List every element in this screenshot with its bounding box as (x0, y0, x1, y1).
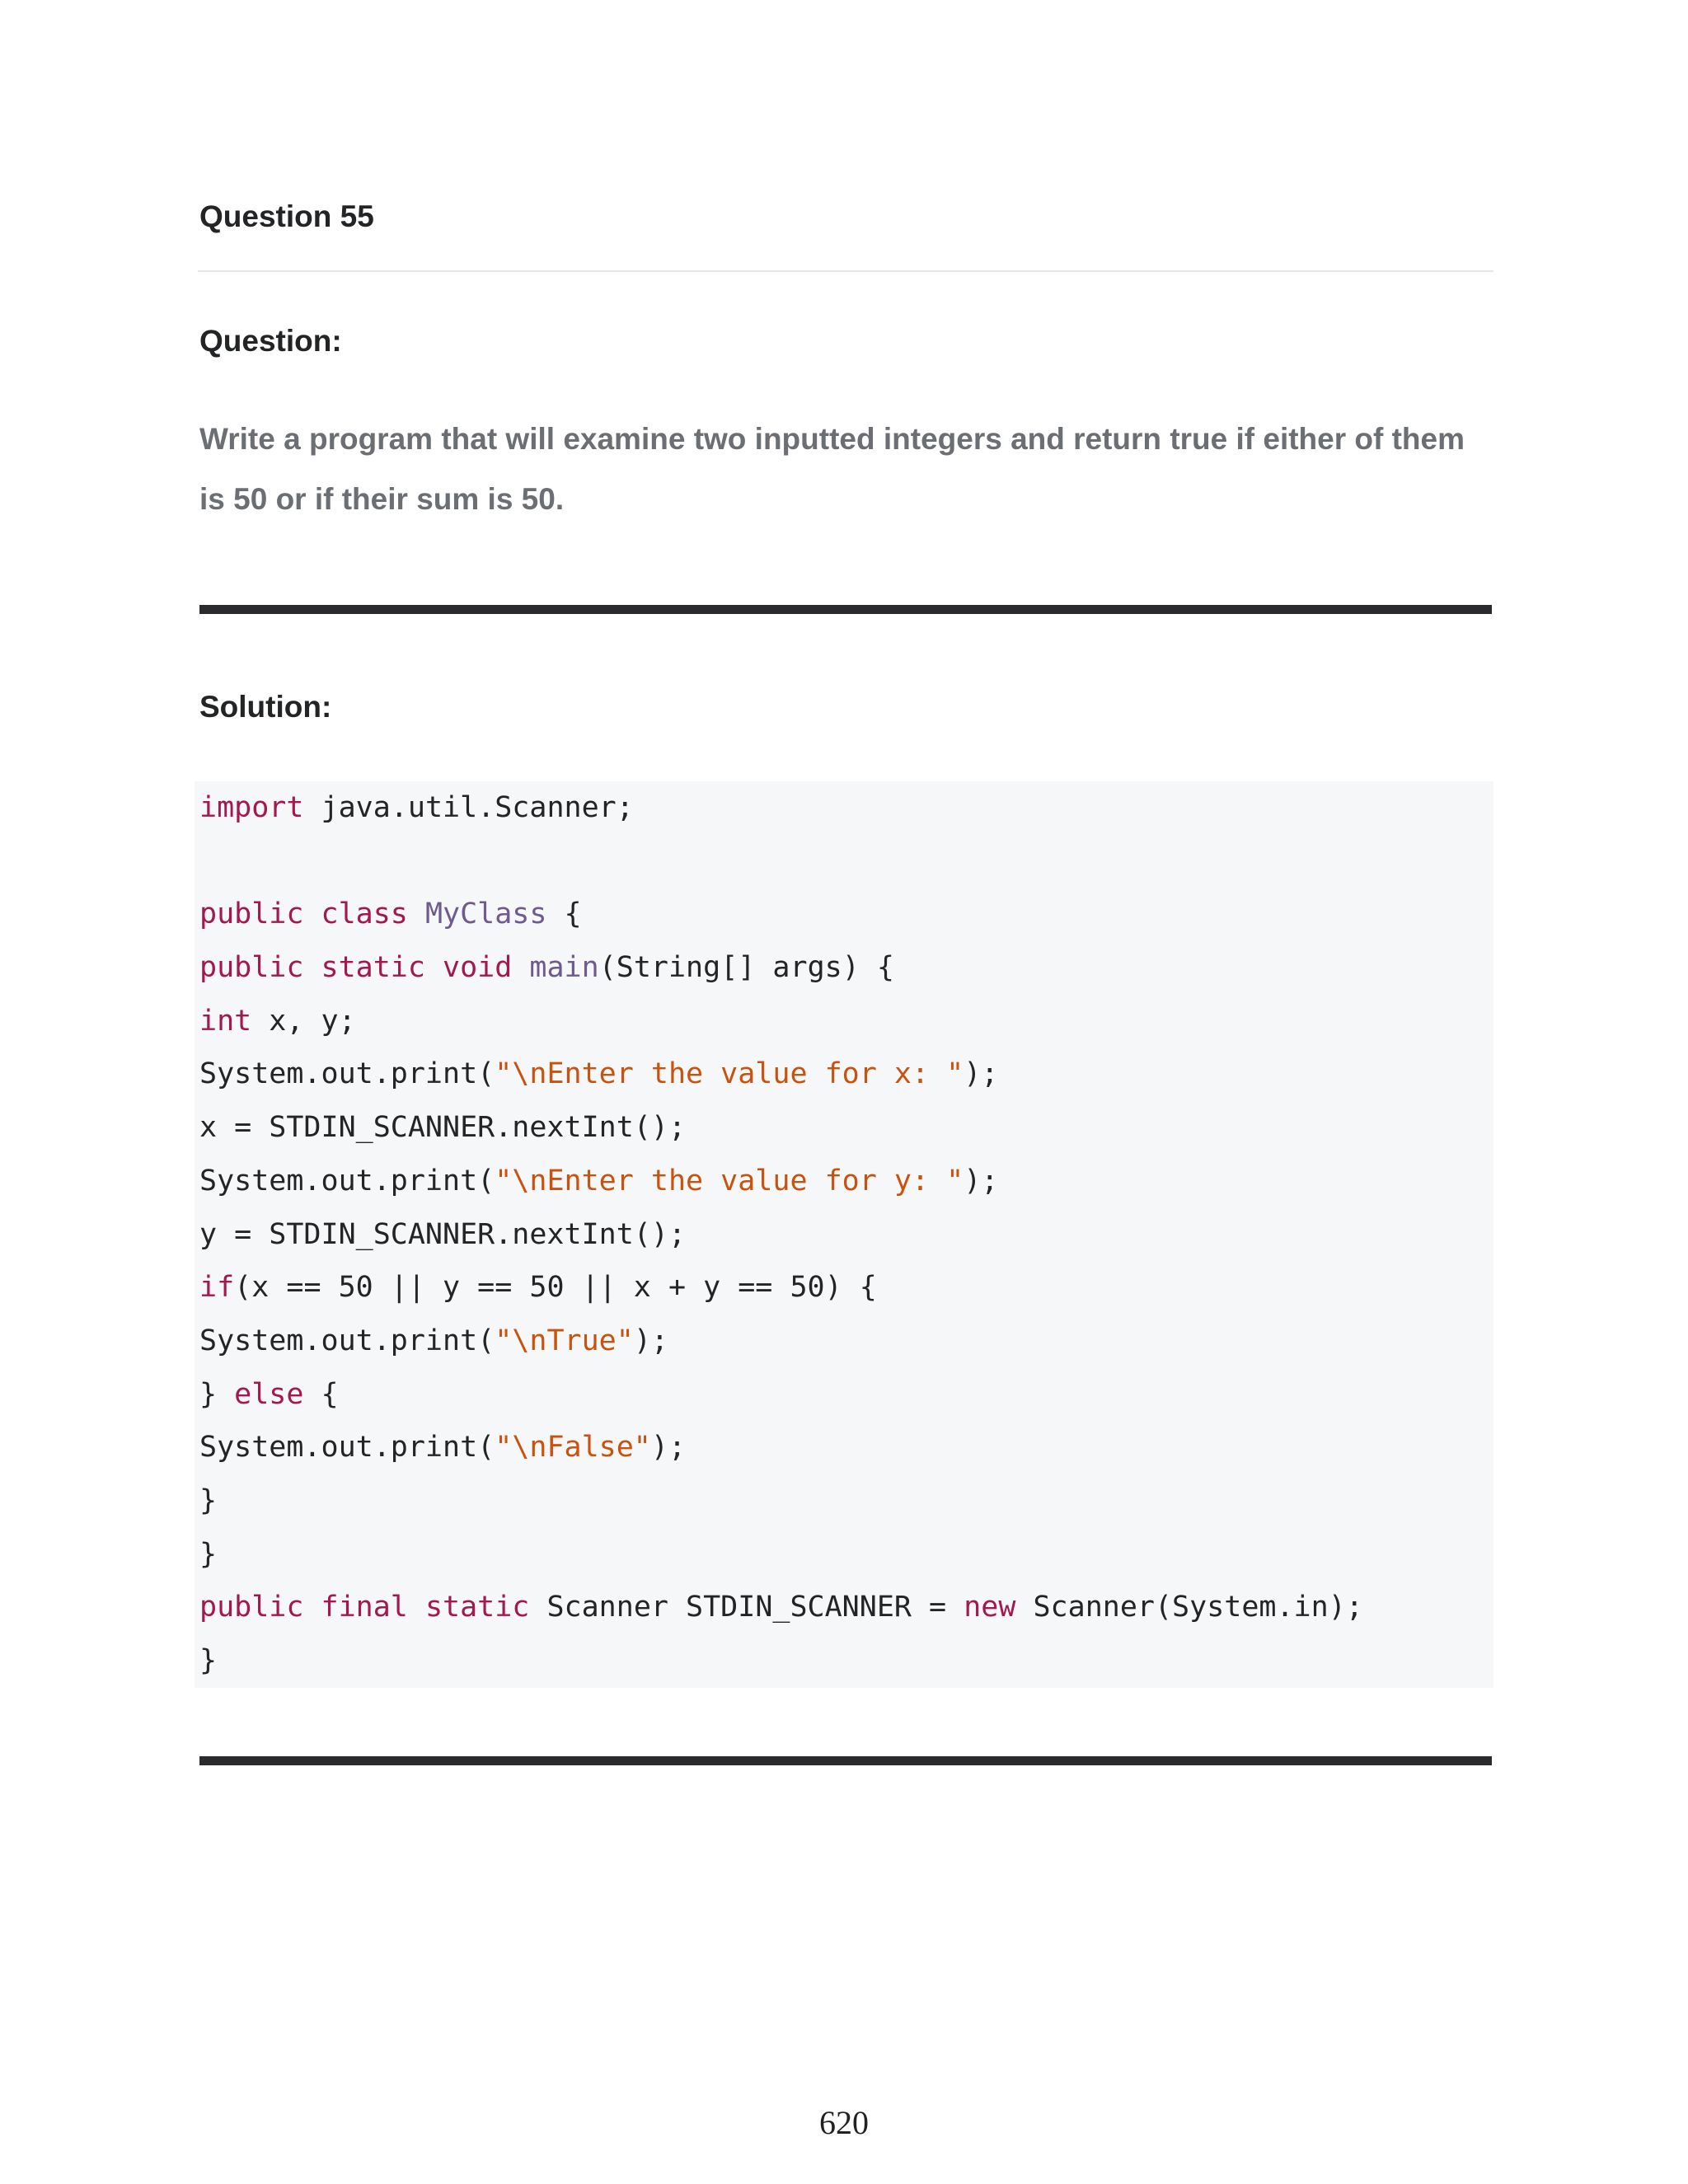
code-token-string: "\nEnter the value for x: " (495, 1057, 964, 1091)
code-token-text (303, 1591, 321, 1624)
code-line (199, 1528, 1363, 1582)
page-number: 620 (819, 2104, 869, 2141)
code-line (199, 1368, 1363, 1422)
code-line (199, 888, 1363, 941)
solution-label: Solution: (199, 690, 332, 724)
code-line (199, 1261, 1363, 1315)
code-line (199, 1047, 1363, 1101)
question-bottom-rule (199, 605, 1492, 614)
code-line (199, 1101, 1363, 1155)
code-token-text: y = STDIN_SCANNER.nextInt(); (199, 1217, 687, 1251)
code-token-text: { (303, 1377, 339, 1411)
section-divider (198, 270, 1493, 272)
code-token-keyword: else (234, 1377, 304, 1411)
code-token-keyword: final (321, 1591, 408, 1624)
code-line (199, 1634, 1363, 1688)
question-label: Question: (199, 324, 342, 358)
code-token-text: (x == 50 || y == 50 || x + y == 50) { (234, 1271, 877, 1305)
code-token-text: System.out.print( (199, 1164, 495, 1197)
code-token-keyword: import (199, 791, 304, 824)
code-token-keyword: public (199, 898, 304, 931)
code-token-text: System.out.print( (199, 1431, 495, 1465)
code-token-string: "\nFalse" (495, 1431, 651, 1465)
code-token-keyword: if (199, 1271, 235, 1305)
section-title: Question 55 (199, 199, 374, 233)
code-line (199, 1155, 1363, 1208)
code-token-text: Scanner STDIN_SCANNER = (529, 1591, 964, 1624)
code-block (195, 781, 1493, 1688)
code-token-text: { (546, 898, 582, 931)
code-token-keyword: static (321, 951, 425, 985)
code-token-keyword: public (199, 951, 304, 985)
code-token-text (425, 951, 443, 984)
code-line (199, 941, 1363, 995)
code-token-keyword: void (443, 951, 513, 985)
code-token-text: x = STDIN_SCANNER.nextInt(); (199, 1111, 687, 1145)
code-token-keyword: static (424, 1591, 530, 1624)
code-token-text (408, 898, 425, 930)
code-token-text: } (199, 1377, 235, 1411)
code-token-text (303, 951, 321, 984)
code-line (199, 1208, 1363, 1262)
question-text: Write a program that will examine two inputted integers and return true if either of them is 50 or if their sum is 50. (199, 422, 1465, 516)
code-line (199, 1315, 1363, 1368)
code-line (199, 1581, 1363, 1634)
code-token-text: ); (964, 1057, 999, 1091)
code-token-string: "\nEnter the value for y: " (495, 1164, 964, 1197)
code-token-text: System.out.print( (199, 1324, 495, 1357)
code-token-keyword: new (964, 1591, 1016, 1624)
code-token-text: java.util.Scanner; (303, 791, 634, 824)
code-token-text: Scanner(System.in); (1015, 1591, 1363, 1624)
code-token-text: System.out.print( (199, 1057, 495, 1091)
code-token-text: ); (633, 1324, 668, 1357)
code-line (199, 835, 1363, 888)
code-token-keyword: class (321, 898, 408, 931)
code-token-identifier: main (529, 951, 599, 985)
code-token-text (408, 1591, 425, 1624)
code-token-keyword: int (199, 1004, 252, 1038)
code-token-keyword: public (199, 1591, 304, 1624)
code-token-string: "\nTrue" (495, 1324, 634, 1357)
solution-bottom-rule (199, 1756, 1492, 1765)
code-line (199, 995, 1363, 1048)
code-token-text: (String[] args) { (598, 951, 894, 985)
code-line (199, 1474, 1363, 1528)
code-token-text (303, 898, 321, 930)
code-token-text: } (199, 1537, 218, 1571)
code-token-text: } (199, 1644, 218, 1677)
code-token-text: x, y; (251, 1004, 356, 1038)
code-line (199, 1421, 1363, 1474)
code-token-text: } (199, 1483, 218, 1517)
code-lines (199, 781, 1363, 1688)
code-token-identifier: MyClass (424, 898, 547, 931)
code-token-text (512, 951, 529, 984)
code-token-text: ); (650, 1431, 687, 1465)
code-line (199, 781, 1363, 835)
code-token-text: ); (964, 1164, 999, 1197)
